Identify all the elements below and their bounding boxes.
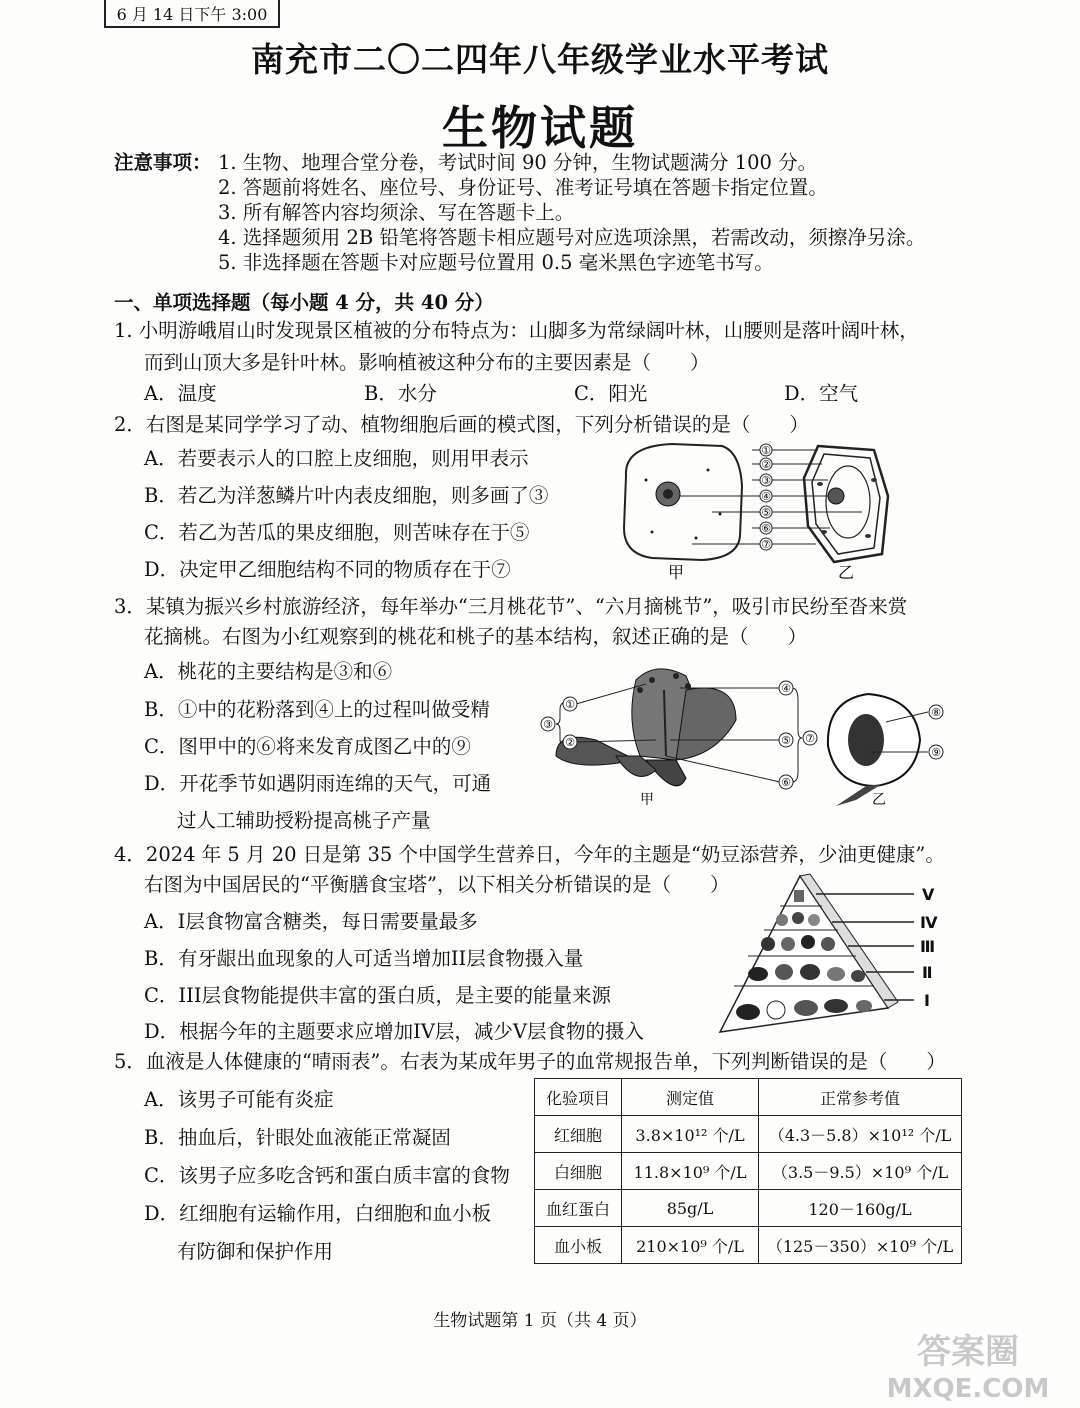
pyramid-level-label: I [924,991,930,1010]
table-cell: 血红蛋白 [535,1190,622,1227]
flower-label: ⑤ [781,734,791,747]
pyramid-level-label: Ⅳ [920,913,938,932]
cell-caption-b: 乙 [838,563,855,582]
flower-caption-b: 乙 [872,792,886,808]
subject-title: 生物试题 [442,101,638,155]
flower-label: ② [565,736,575,749]
table-cell: 85g/L [622,1190,759,1227]
q2-stem: 2．右图是某同学学习了动、植物细胞后画的模式图，下列分析错误的是（ ） [114,413,809,436]
q5-stem: 5．血液是人体健康的“晴雨表”。右表为某成年男子的血常规报告单，下列判断错误的是（ ） [114,1050,946,1073]
note-item: 1. 生物、地理合堂分卷，考试时间 90 分钟，生物试题满分 100 分。 [218,151,818,174]
q2-option-d: D．决定甲乙细胞结构不同的物质存在于⑦ [144,558,511,581]
peach-flower-diagram [536,660,956,810]
q1-stem-line2: 而到山顶大多是针叶林。影响植被这种分布的主要因素是（ ） [144,351,710,374]
table-header: 正常参考值 [759,1079,962,1116]
cell-label: ④ [761,490,771,503]
q1-option-c: C．阳光 [574,382,648,405]
table-row [535,1153,962,1190]
pyramid-level-label: Ⅱ [922,963,933,982]
table-header-row [535,1079,962,1116]
table-cell: 3.8×10¹² 个/L [622,1116,759,1153]
note-item: 2. 答题前将姓名、座位号、身份证号、准考证号填在答题卡指定位置。 [218,176,828,199]
flower-label: ① [565,698,575,711]
q2-option-c: C．若乙为苦瓜的果皮细胞，则苦味存在于⑤ [144,521,530,544]
q4-option-d: D．根据今年的主题要求应增加IV层，减少V层食物的摄入 [144,1020,645,1043]
fruit-label: ⑨ [931,746,941,759]
flower-label: ⑥ [781,776,791,789]
note-item: 3. 所有解答内容均须涂、写在答题卡上。 [218,201,575,224]
cell-label: ① [761,444,771,457]
q3-option-c: C．图甲中的⑥将来发育成图乙中的⑨ [144,735,471,758]
cell-caption-a: 甲 [668,563,685,582]
pyramid-level-label: Ⅲ [920,937,936,956]
blood-test-table [534,1078,962,1264]
q5-option-b: B．抽血后，针眼处血液能正常凝固 [144,1126,451,1149]
note-item: 5. 非选择题在答题卡对应题号位置用 0.5 毫米黑色字迹笔书写。 [218,251,774,274]
q5-option-c: C．该男子应多吃含钙和蛋白质丰富的食物 [144,1164,510,1187]
q3-stem-line2: 花摘桃。右图为小红观察到的桃花和桃子的基本结构，叙述正确的是（ ） [144,625,808,648]
table-row [535,1190,962,1227]
q4-stem-line1: 4．2024 年 5 月 20 日是第 35 个中国学生营养日，今年的主题是“奶豆添营养，少油更健康”。 [114,843,945,866]
exam-title: 南充市二〇二四年八年级学业水平考试 [251,40,829,79]
table-cell: 红细胞 [535,1116,622,1153]
cell-label: ⑥ [761,522,771,535]
q4-option-b: B．有牙龈出血现象的人可适当增加II层食物摄入量 [144,947,584,970]
q3-option-b: B．①中的花粉落到④上的过程叫做受精 [144,698,490,721]
cell-label: ⑦ [761,538,771,551]
q3-option-d: D．开花季节如遇阴雨连绵的天气，可通 [144,772,492,795]
q5-option-a: A．该男子可能有炎症 [144,1088,334,1111]
q4-option-c: C．III层食物能提供丰富的蛋白质，是主要的能量来源 [144,984,612,1007]
table-cell: 白细胞 [535,1153,622,1190]
peach-fruit-figure [828,694,920,806]
cell-diagram [612,436,912,586]
q1-option-a: A．温度 [144,382,217,405]
q2-option-a: A．若要表示人的口腔上皮细胞，则用甲表示 [144,447,529,470]
food-pyramid-diagram [718,872,944,1036]
q5-option-d-cont: 有防御和保护作用 [177,1240,334,1263]
table-cell: 血小板 [535,1227,622,1264]
watermark-url: MXQE.COM [886,1374,1050,1404]
section-heading: 一、单项选择题（每小题 4 分，共 40 分） [114,291,494,314]
table-cell: （3.5－9.5）×10⁹ 个/L [759,1153,962,1190]
cell-label: ② [761,458,771,471]
table-row [535,1116,962,1153]
q5-option-d: D．红细胞有运输作用，白细胞和血小板 [144,1202,492,1225]
plant-cell-figure [804,446,888,562]
table-cell: （4.3－5.8）×10¹² 个/L [759,1116,962,1153]
peach-flower-figure [556,669,736,786]
q4-stem-line2: 右图为中国居民的“平衡膳食宝塔”，以下相关分析错误的是（ ） [144,873,730,896]
flower-label: ⑦ [805,732,815,745]
page-footer: 生物试题第 1 页（共 4 页） [433,1311,647,1331]
flower-label: ③ [543,718,553,731]
exam-time-tag: 6 月 14 日下午 3:00 [104,0,280,28]
cell-label: ⑤ [761,506,771,519]
table-header: 化验项目 [535,1079,622,1116]
q1-option-d: D．空气 [784,382,859,405]
flower-caption-a: 甲 [640,792,654,808]
fruit-label: ⑧ [931,706,941,719]
watermark-logo-text: 答案圈 [917,1332,1019,1372]
table-cell: 120－160g/L [759,1190,962,1227]
table-cell: （125－350）×10⁹ 个/L [759,1227,962,1264]
q1-stem-line1: 1. 小明游峨眉山时发现景区植被的分布特点为：山脚多为常绿阔叶林，山腰则是落叶阔叶林， [114,319,919,342]
q4-option-a: A．I层食物富含糖类，每日需要量最多 [144,910,478,933]
q2-option-b: B．若乙为洋葱鳞片叶内表皮细胞，则多画了③ [144,484,549,507]
q3-option-d-cont: 过人工辅助授粉提高桃子产量 [177,809,431,832]
flower-label: ④ [781,682,791,695]
table-header: 测定值 [622,1079,759,1116]
watermark-logo [870,1325,1060,1405]
pyramid-level-label: V [922,885,935,904]
table-cell: 11.8×10⁹ 个/L [622,1153,759,1190]
notes-label: 注意事项： [114,151,212,174]
animal-cell-figure [624,444,742,560]
q1-option-b: B．水分 [364,382,437,405]
q3-stem-line1: 3．某镇为振兴乡村旅游经济，每年举办“三月桃花节”、“六月摘桃节”，吸引市民纷至沓来赏 [114,595,908,618]
cell-label: ③ [761,474,771,487]
table-cell: 210×10⁹ 个/L [622,1227,759,1264]
table-row [535,1227,962,1264]
q3-option-a: A．桃花的主要结构是③和⑥ [144,660,393,683]
note-item: 4. 选择题须用 2B 铅笔将答题卡相应题号对应选项涂黑，若需改动，须擦净另涂。 [218,226,926,249]
food-pyramid-figure [720,874,898,1032]
